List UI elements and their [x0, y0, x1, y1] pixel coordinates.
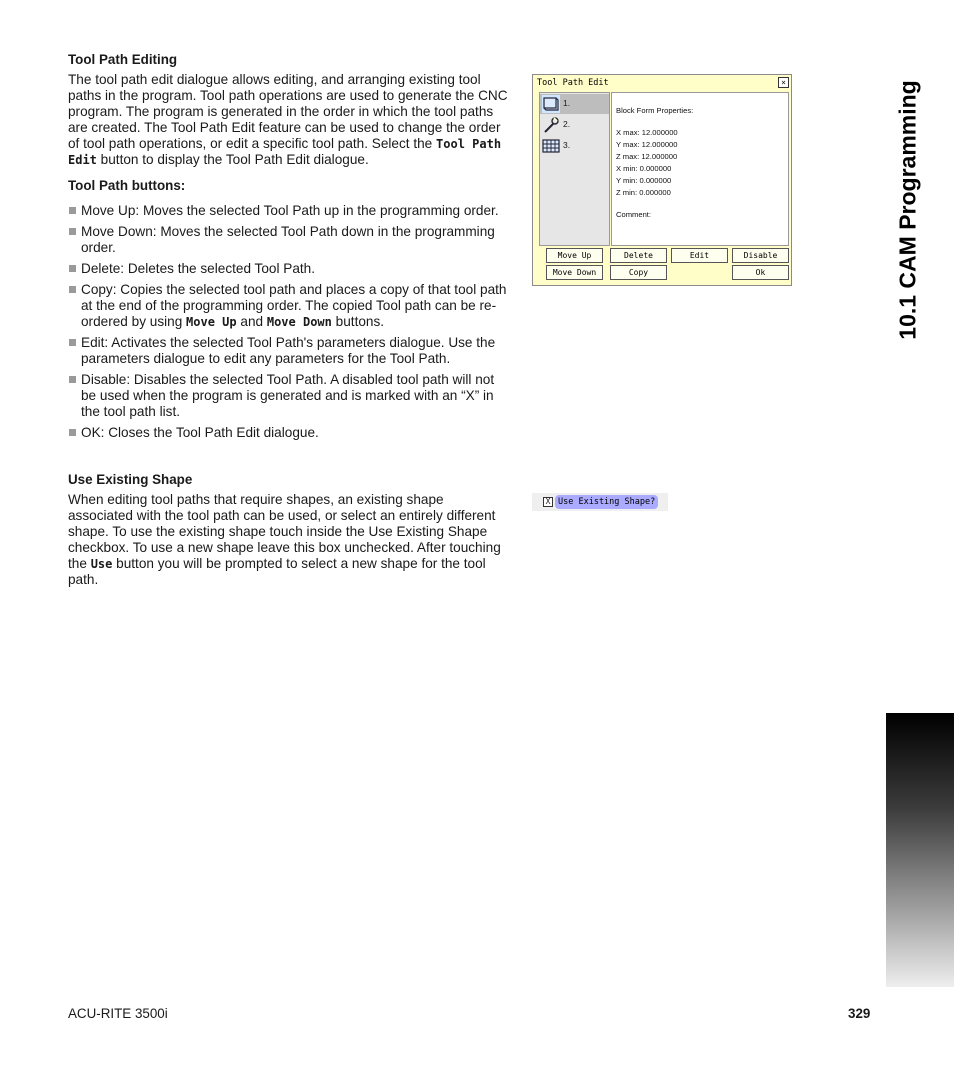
section-use-existing-shape — [68, 472, 510, 588]
tool-path-number: 1. — [563, 98, 571, 108]
list-item: Move Down: Moves the selected Tool Path down in the programming order. — [68, 224, 510, 256]
tool-path-buttons-list — [68, 203, 510, 441]
list-item: Disable: Disables the selected Tool Path. A disabled tool path will not be used when the program is generated and is marked with an “X” in the tool path list. — [68, 372, 510, 420]
use-existing-shape-label[interactable]: Use Existing Shape? — [555, 495, 658, 509]
heading-tool-path-buttons: Tool Path buttons: — [68, 178, 186, 193]
tool-path-item-2[interactable] — [540, 115, 609, 135]
section-tool-path-editing — [68, 52, 510, 168]
move-down-button[interactable]: Move Down — [546, 265, 603, 280]
chapter-side-bar — [886, 713, 954, 987]
code-use: Use — [90, 557, 113, 571]
list-item: Move Up: Moves the selected Tool Path up in the programming order. — [68, 203, 510, 219]
heading-use-existing-shape: Use Existing Shape — [68, 472, 193, 487]
page-number: 329 — [848, 1006, 871, 1021]
property-comment: Comment: — [616, 210, 652, 219]
heading-tool-path-editing: Tool Path Editing — [68, 52, 178, 67]
wrench-icon — [542, 116, 560, 134]
properties-panel — [611, 92, 789, 246]
tool-path-edit-dialog — [532, 74, 792, 286]
list-item: Copy: Copies the selected tool path and places a copy of that tool path at the end of the programming order. The copied Tool path can be re-ordered by using Move Up and Move Down buttons. — [68, 282, 510, 330]
move-up-button[interactable]: Move Up — [546, 248, 603, 263]
ok-button[interactable]: Ok — [732, 265, 789, 280]
use-existing-shape-control — [532, 493, 668, 511]
property-z-max: Z max: 12.000000 — [616, 152, 678, 161]
tool-path-list — [539, 92, 610, 246]
delete-button[interactable]: Delete — [610, 248, 667, 263]
section-tool-path-buttons — [68, 178, 510, 446]
dialog-title: Tool Path Edit — [537, 78, 609, 88]
list-item: Delete: Deletes the selected Tool Path. — [68, 261, 510, 277]
list-item: Edit: Activates the selected Tool Path's parameters dialogue. Use the parameters dialogue to edit any parameters for the Tool Path. — [68, 335, 510, 367]
code-tool-path-edit: Tool Path Edit — [68, 137, 502, 167]
paragraph-use-existing-shape: When editing tool paths that require shapes, an existing shape associated with the tool path can be used, or select an entirely different shape. To use the existing shape touch inside the Use Existing Shape checkbox. To use a new shape leave this box unchecked. After touching the Use button you will be prompted to select a new shape for the tool path. — [68, 492, 501, 587]
tool-path-item-3[interactable] — [540, 136, 609, 156]
block-icon — [542, 95, 560, 113]
copy-button[interactable]: Copy — [610, 265, 667, 280]
grid-icon — [542, 137, 560, 155]
chapter-side-title: 10.1 CAM Programming — [894, 80, 921, 340]
disable-button[interactable]: Disable — [732, 248, 789, 263]
close-icon[interactable]: × — [778, 77, 789, 88]
property-y-min: Y min: 0.000000 — [616, 176, 672, 185]
property-y-max: Y max: 12.000000 — [616, 140, 678, 149]
property-x-max: X max: 12.000000 — [616, 128, 678, 137]
tool-path-item-1[interactable] — [540, 94, 609, 114]
code-move-up: Move Up — [186, 315, 237, 329]
tool-path-number: 3. — [563, 140, 571, 150]
edit-button[interactable]: Edit — [671, 248, 728, 263]
tool-path-number: 2. — [563, 119, 571, 129]
list-item: OK: Closes the Tool Path Edit dialogue. — [68, 425, 510, 441]
property-z-min: Z min: 0.000000 — [616, 188, 671, 197]
footer-product-name: ACU-RITE 3500i — [68, 1006, 168, 1021]
use-existing-shape-checkbox[interactable]: X — [543, 497, 553, 507]
properties-heading: Block Form Properties: — [616, 106, 694, 115]
property-x-min: X min: 0.000000 — [616, 164, 672, 173]
paragraph-tool-path-editing: The tool path edit dialogue allows editing, and arranging existing tool paths in the program. Tool path operations are used to generate the CNC program. The program is generated in the order in which the tool paths are created. The Tool Path Edit feature can be used to change the order of tool path operations, or edit a specific tool path. Select the Tool Path Edit button to display the Tool Path Edit dialogue. — [68, 72, 508, 167]
code-move-down: Move Down — [266, 315, 332, 329]
